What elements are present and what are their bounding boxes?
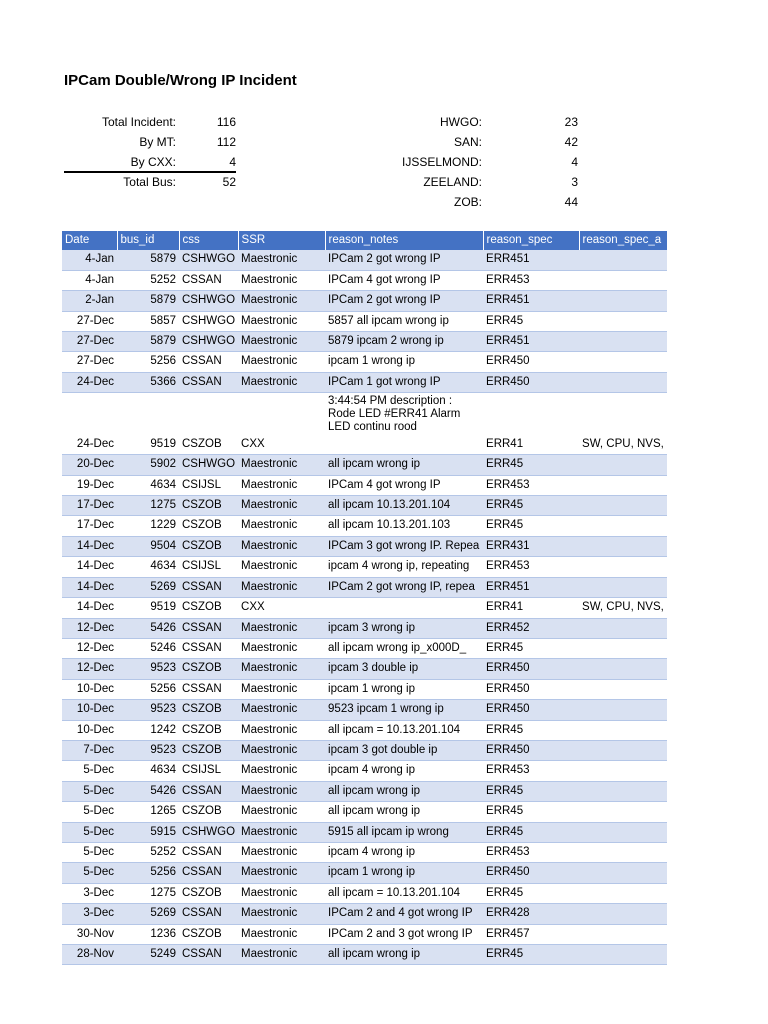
table-cell: 24-Dec xyxy=(62,393,117,455)
table-cell: 1275 xyxy=(117,496,179,516)
column-header: reason_spec_a xyxy=(579,231,667,250)
table-cell: IPCam 2 got wrong IP, repea xyxy=(325,577,483,597)
table-cell: Maestronic xyxy=(238,945,325,965)
table-cell: ERR45 xyxy=(483,945,579,965)
table-cell: ipcam 1 wrong ip xyxy=(325,679,483,699)
table-row xyxy=(62,291,667,311)
summary-label: Total Bus: xyxy=(123,175,176,189)
table-cell: 5879 xyxy=(117,250,179,270)
table-cell: ERR45 xyxy=(483,720,579,740)
table-cell: 9523 xyxy=(117,740,179,760)
table-cell: ERR450 xyxy=(483,372,579,392)
table-cell: 9519 xyxy=(117,393,179,455)
table-cell: ERR431 xyxy=(483,536,579,556)
table-cell: 3-Dec xyxy=(62,883,117,903)
table-cell: Maestronic xyxy=(238,557,325,577)
table-cell: CSZOB xyxy=(179,393,238,455)
table-cell: 9504 xyxy=(117,536,179,556)
table-cell xyxy=(579,883,667,903)
table-row xyxy=(62,270,667,290)
table-cell: ERR452 xyxy=(483,618,579,638)
table-cell: IPCam 1 got wrong IP xyxy=(325,372,483,392)
table-cell: 5857 xyxy=(117,311,179,331)
table-row xyxy=(62,720,667,740)
table-cell xyxy=(579,720,667,740)
table-cell: ERR451 xyxy=(483,332,579,352)
table-cell: CSSAN xyxy=(179,638,238,658)
table-cell: Maestronic xyxy=(238,720,325,740)
table-cell: ERR450 xyxy=(483,659,579,679)
table-cell xyxy=(579,311,667,331)
table-cell: CSSAN xyxy=(179,679,238,699)
table-cell: 5256 xyxy=(117,352,179,372)
table-row xyxy=(62,536,667,556)
summary-label: IJSSELMOND: xyxy=(401,155,482,169)
table-cell: 3:44:54 PM description : Rode LED #ERR41 Alarm LED continu rood xyxy=(325,393,483,455)
table-cell: Maestronic xyxy=(238,352,325,372)
table-cell: all ipcam = 10.13.201.104 xyxy=(325,720,483,740)
table-cell: 5-Dec xyxy=(62,863,117,883)
table-cell: 5366 xyxy=(117,372,179,392)
table-cell: ERR45 xyxy=(483,781,579,801)
table-cell: 5246 xyxy=(117,638,179,658)
table-cell: 14-Dec xyxy=(62,557,117,577)
table-cell: ERR453 xyxy=(483,842,579,862)
table-cell: CSHWGO xyxy=(179,455,238,475)
table-row xyxy=(62,945,667,965)
table-cell: 5252 xyxy=(117,842,179,862)
summary-value: 4 xyxy=(571,155,578,169)
table-cell: 5879 ipcam 2 wrong ip xyxy=(325,332,483,352)
table-cell xyxy=(579,270,667,290)
table-cell: 5-Dec xyxy=(62,822,117,842)
table-cell: IPCam 3 got wrong IP. Repea xyxy=(325,536,483,556)
table-cell: Maestronic xyxy=(238,496,325,516)
table-row xyxy=(62,618,667,638)
table-cell xyxy=(579,516,667,536)
table-row xyxy=(62,250,667,270)
table-cell: ERR45 xyxy=(483,883,579,903)
table-cell xyxy=(579,945,667,965)
table-row xyxy=(62,496,667,516)
table-cell: Maestronic xyxy=(238,270,325,290)
table-cell: all ipcam 10.13.201.104 xyxy=(325,496,483,516)
table-cell: Maestronic xyxy=(238,372,325,392)
table-cell: IPCam 2 got wrong IP xyxy=(325,291,483,311)
table-cell: Maestronic xyxy=(238,659,325,679)
table-cell: Maestronic xyxy=(238,883,325,903)
table-cell: ERR45 xyxy=(483,311,579,331)
table-row xyxy=(62,352,667,372)
table-cell: IPCam 4 got wrong IP xyxy=(325,270,483,290)
table-cell xyxy=(579,291,667,311)
table-row xyxy=(62,822,667,842)
table-row xyxy=(62,516,667,536)
table-cell: 1236 xyxy=(117,924,179,944)
table-row xyxy=(62,863,667,883)
table-cell: 1229 xyxy=(117,516,179,536)
table-cell xyxy=(579,842,667,862)
table-cell: CSHWGO xyxy=(179,250,238,270)
table-header-row xyxy=(62,231,667,250)
summary-label: ZOB: xyxy=(453,195,482,209)
table-cell: Maestronic xyxy=(238,802,325,822)
table-cell: ERR450 xyxy=(483,700,579,720)
summary-value: 116 xyxy=(216,115,236,129)
table-cell: 5915 all ipcam ip wrong xyxy=(325,822,483,842)
table-cell: ERR457 xyxy=(483,924,579,944)
table-cell xyxy=(579,332,667,352)
table-row xyxy=(62,659,667,679)
table-cell: ERR450 xyxy=(483,740,579,760)
table-cell: ERR453 xyxy=(483,761,579,781)
table-cell: ERR450 xyxy=(483,352,579,372)
table-cell: ERR45 xyxy=(483,638,579,658)
table-cell: 12-Dec xyxy=(62,638,117,658)
table-cell xyxy=(579,924,667,944)
summary-value: 42 xyxy=(564,135,578,149)
table-cell: ERR450 xyxy=(483,863,579,883)
table-cell: 10-Dec xyxy=(62,679,117,699)
table-cell: ERR451 xyxy=(483,577,579,597)
table-cell: 27-Dec xyxy=(62,352,117,372)
table-cell: 4634 xyxy=(117,557,179,577)
table-cell: 1265 xyxy=(117,802,179,822)
table-cell xyxy=(579,557,667,577)
table-cell: 5857 all ipcam wrong ip xyxy=(325,311,483,331)
table-cell: CSSAN xyxy=(179,577,238,597)
table-cell: ipcam 3 double ip xyxy=(325,659,483,679)
summary-label: ZEELAND: xyxy=(423,175,482,189)
table-cell: CXX xyxy=(238,393,325,455)
table-cell: 14-Dec xyxy=(62,598,117,618)
table-cell: 5269 xyxy=(117,577,179,597)
table-row xyxy=(62,761,667,781)
summary-label: By CXX: xyxy=(130,155,176,169)
incident-table xyxy=(62,231,668,965)
summary-divider xyxy=(64,171,236,173)
table-cell: Maestronic xyxy=(238,679,325,699)
table-cell: Maestronic xyxy=(238,700,325,720)
table-cell: CSHWGO xyxy=(179,291,238,311)
table-row xyxy=(62,700,667,720)
table-cell: all ipcam wrong ip xyxy=(325,802,483,822)
table-cell: CSSAN xyxy=(179,372,238,392)
table-cell xyxy=(579,659,667,679)
table-row xyxy=(62,598,667,618)
table-cell: 17-Dec xyxy=(62,496,117,516)
table-cell: CSZOB xyxy=(179,496,238,516)
table-cell: ERR451 xyxy=(483,291,579,311)
table-cell: 5-Dec xyxy=(62,842,117,862)
table-cell: ipcam 3 wrong ip xyxy=(325,618,483,638)
table-cell: IPCam 2 and 3 got wrong IP xyxy=(325,924,483,944)
table-cell: ERR450 xyxy=(483,679,579,699)
table-cell: all ipcam 10.13.201.103 xyxy=(325,516,483,536)
table-cell: Maestronic xyxy=(238,250,325,270)
table-cell xyxy=(579,822,667,842)
table-cell: ERR428 xyxy=(483,904,579,924)
table-cell: 24-Dec xyxy=(62,372,117,392)
summary-value: 23 xyxy=(564,115,578,129)
table-cell xyxy=(579,802,667,822)
table-row xyxy=(62,557,667,577)
table-cell: ERR453 xyxy=(483,557,579,577)
table-row xyxy=(62,638,667,658)
table-cell: all ipcam wrong ip xyxy=(325,781,483,801)
column-header: Date xyxy=(62,231,117,250)
summary-label: SAN: xyxy=(453,135,482,149)
table-cell: all ipcam wrong ip xyxy=(325,945,483,965)
table-cell: ERR45 xyxy=(483,822,579,842)
table-cell: 7-Dec xyxy=(62,740,117,760)
table-cell: CSSAN xyxy=(179,618,238,638)
table-cell xyxy=(579,455,667,475)
table-cell: all ipcam = 10.13.201.104 xyxy=(325,883,483,903)
table-cell: 5902 xyxy=(117,455,179,475)
table-row xyxy=(62,842,667,862)
table-cell: 5252 xyxy=(117,270,179,290)
table-cell xyxy=(579,475,667,495)
table-cell: SW, CPU, NVS, xyxy=(579,598,667,618)
table-cell: 4-Jan xyxy=(62,250,117,270)
table-cell: ipcam 4 wrong ip xyxy=(325,761,483,781)
table-cell xyxy=(579,577,667,597)
table-cell: 17-Dec xyxy=(62,516,117,536)
table-cell xyxy=(579,740,667,760)
summary-value: 4 xyxy=(229,155,236,169)
table-cell xyxy=(325,598,483,618)
table-cell: Maestronic xyxy=(238,618,325,638)
table-cell: CSHWGO xyxy=(179,311,238,331)
table-cell: IPCam 2 and 4 got wrong IP xyxy=(325,904,483,924)
table-cell: 12-Dec xyxy=(62,659,117,679)
table-cell: 5-Dec xyxy=(62,781,117,801)
table-row xyxy=(62,904,667,924)
table-cell xyxy=(579,250,667,270)
table-cell: CXX xyxy=(238,598,325,618)
table-row xyxy=(62,802,667,822)
table-cell: Maestronic xyxy=(238,904,325,924)
table-cell xyxy=(579,536,667,556)
table-cell: ERR41 xyxy=(483,598,579,618)
table-cell: CSZOB xyxy=(179,720,238,740)
table-cell: 27-Dec xyxy=(62,311,117,331)
table-cell: Maestronic xyxy=(238,781,325,801)
table-cell: ERR41 xyxy=(483,393,579,455)
table-cell: 4634 xyxy=(117,475,179,495)
table-cell: 9519 xyxy=(117,598,179,618)
table-cell: CSSAN xyxy=(179,863,238,883)
table-cell: Maestronic xyxy=(238,516,325,536)
table-cell: CSIJSL xyxy=(179,475,238,495)
summary-label: By MT: xyxy=(139,135,176,149)
table-cell: 5-Dec xyxy=(62,761,117,781)
table-cell: IPCam 2 got wrong IP xyxy=(325,250,483,270)
table-cell: ipcam 4 wrong ip, repeating xyxy=(325,557,483,577)
table-row xyxy=(62,393,667,455)
table-cell: ipcam 4 wrong ip xyxy=(325,842,483,862)
table-cell: CSZOB xyxy=(179,536,238,556)
table-cell xyxy=(579,781,667,801)
table-cell: 5426 xyxy=(117,781,179,801)
table-cell xyxy=(579,638,667,658)
table-cell xyxy=(579,496,667,516)
table-row xyxy=(62,577,667,597)
table-cell: ERR453 xyxy=(483,475,579,495)
table-cell: CSSAN xyxy=(179,904,238,924)
table-row xyxy=(62,332,667,352)
column-header: SSR xyxy=(238,231,325,250)
table-cell: 14-Dec xyxy=(62,536,117,556)
table-cell: Maestronic xyxy=(238,638,325,658)
table-cell: 5256 xyxy=(117,863,179,883)
table-row xyxy=(62,311,667,331)
table-cell: ERR45 xyxy=(483,455,579,475)
table-cell: all ipcam wrong ip_x000D_ xyxy=(325,638,483,658)
table-cell: Maestronic xyxy=(238,761,325,781)
table-cell: 5426 xyxy=(117,618,179,638)
column-header: css xyxy=(179,231,238,250)
table-cell: Maestronic xyxy=(238,924,325,944)
table-cell: Maestronic xyxy=(238,536,325,556)
summary-value: 112 xyxy=(216,135,236,149)
table-cell: CSZOB xyxy=(179,700,238,720)
table-cell: CSSAN xyxy=(179,270,238,290)
table-cell: CSZOB xyxy=(179,883,238,903)
table-cell: Maestronic xyxy=(238,311,325,331)
table-cell: Maestronic xyxy=(238,822,325,842)
table-cell: 5256 xyxy=(117,679,179,699)
table-cell: ERR45 xyxy=(483,802,579,822)
table-cell: 9523 ipcam 1 wrong ip xyxy=(325,700,483,720)
column-header: reason_notes xyxy=(325,231,483,250)
table-cell: CSZOB xyxy=(179,516,238,536)
table-cell: 9523 xyxy=(117,700,179,720)
table-row xyxy=(62,475,667,495)
table-cell: ERR45 xyxy=(483,516,579,536)
table-cell xyxy=(579,761,667,781)
table-cell xyxy=(579,352,667,372)
table-cell: ipcam 3 got double ip xyxy=(325,740,483,760)
table-cell: 12-Dec xyxy=(62,618,117,638)
table-cell: CSSAN xyxy=(179,781,238,801)
table-cell: Maestronic xyxy=(238,740,325,760)
table-cell: 4634 xyxy=(117,761,179,781)
table-row xyxy=(62,455,667,475)
table-cell: 5-Dec xyxy=(62,802,117,822)
table-cell: all ipcam wrong ip xyxy=(325,455,483,475)
table-row xyxy=(62,781,667,801)
table-cell: ipcam 1 wrong ip xyxy=(325,352,483,372)
table-cell: Maestronic xyxy=(238,291,325,311)
table-row xyxy=(62,679,667,699)
summary-label: Total Incident: xyxy=(101,115,176,129)
table-cell: CSSAN xyxy=(179,945,238,965)
table-cell: 1242 xyxy=(117,720,179,740)
table-cell: 20-Dec xyxy=(62,455,117,475)
table-cell: 5879 xyxy=(117,332,179,352)
table-cell: CSZOB xyxy=(179,740,238,760)
table-cell xyxy=(579,700,667,720)
table-cell: 10-Dec xyxy=(62,720,117,740)
table-cell: SW, CPU, NVS, xyxy=(579,393,667,455)
table-cell: ERR45 xyxy=(483,496,579,516)
table-cell: 14-Dec xyxy=(62,577,117,597)
summary-value: 52 xyxy=(222,175,236,189)
table-cell: 5269 xyxy=(117,904,179,924)
table-cell: ipcam 1 wrong ip xyxy=(325,863,483,883)
table-cell: CSZOB xyxy=(179,598,238,618)
table-cell: CSIJSL xyxy=(179,557,238,577)
table-cell: CSIJSL xyxy=(179,761,238,781)
column-header: bus_id xyxy=(117,231,179,250)
table-cell: 5915 xyxy=(117,822,179,842)
table-cell: 2-Jan xyxy=(62,291,117,311)
table-cell: CSZOB xyxy=(179,659,238,679)
table-row xyxy=(62,372,667,392)
table-cell: CSHWGO xyxy=(179,332,238,352)
table-cell: 3-Dec xyxy=(62,904,117,924)
table-cell: ERR451 xyxy=(483,250,579,270)
table-cell: CSHWGO xyxy=(179,822,238,842)
table-cell xyxy=(579,372,667,392)
table-cell: Maestronic xyxy=(238,863,325,883)
table-cell: 9523 xyxy=(117,659,179,679)
summary-value: 3 xyxy=(571,175,578,189)
table-cell xyxy=(579,863,667,883)
table-cell: Maestronic xyxy=(238,475,325,495)
table-cell: 19-Dec xyxy=(62,475,117,495)
table-cell: 10-Dec xyxy=(62,700,117,720)
table-cell: IPCam 4 got wrong IP xyxy=(325,475,483,495)
table-cell: Maestronic xyxy=(238,332,325,352)
table-row xyxy=(62,883,667,903)
summary-value: 44 xyxy=(564,195,578,209)
table-cell: 27-Dec xyxy=(62,332,117,352)
table-cell: Maestronic xyxy=(238,842,325,862)
table-cell: Maestronic xyxy=(238,577,325,597)
table-cell: 5249 xyxy=(117,945,179,965)
table-cell: 5879 xyxy=(117,291,179,311)
table-cell: 4-Jan xyxy=(62,270,117,290)
table-cell: CSSAN xyxy=(179,842,238,862)
table-cell: 1275 xyxy=(117,883,179,903)
table-cell xyxy=(579,904,667,924)
page-title: IPCam Double/Wrong IP Incident xyxy=(64,72,297,89)
summary-label: HWGO: xyxy=(440,115,482,129)
table-cell: ERR453 xyxy=(483,270,579,290)
table-row xyxy=(62,924,667,944)
table-cell: CSSAN xyxy=(179,352,238,372)
table-cell: CSZOB xyxy=(179,802,238,822)
table-cell xyxy=(579,679,667,699)
table-cell: 30-Nov xyxy=(62,924,117,944)
table-row xyxy=(62,740,667,760)
table-cell xyxy=(579,618,667,638)
table-cell: Maestronic xyxy=(238,455,325,475)
table-cell: CSZOB xyxy=(179,924,238,944)
column-header: reason_spec xyxy=(483,231,579,250)
table-cell: 28-Nov xyxy=(62,945,117,965)
